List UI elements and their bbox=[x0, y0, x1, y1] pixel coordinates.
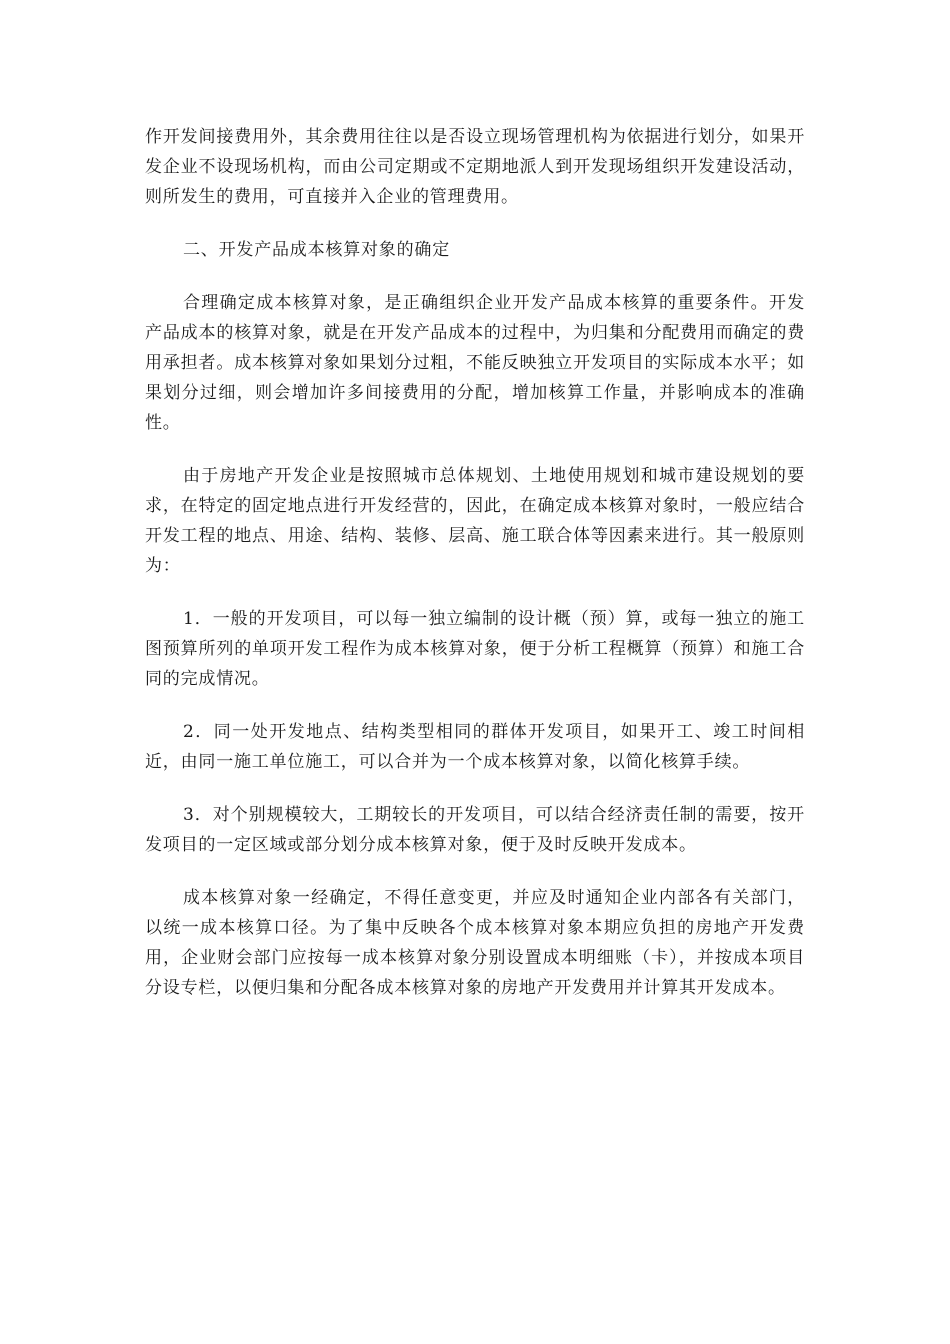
list-item: 1．一般的开发项目，可以每一独立编制的设计概（预）算，或每一独立的施工图预算所列的单项开发工程作为成本核算对象，便于分析工程概算（预算）和施工合同的完成情况。 bbox=[145, 609, 805, 689]
paragraph: 由于房地产开发企业是按照城市总体规划、土地使用规划和城市建设规划的要求，在特定的固定地点进行开发经营的，因此，在确定成本核算对象时，一般应结合开发工程的地点、用途、结构、装修、层高、施工联合体等因素来进行。其一般原则为： bbox=[145, 466, 805, 576]
list-item: 2．同一处开发地点、结构类型相同的群体开发项目，如果开工、竣工时间相近，由同一施工单位施工，可以合并为一个成本核算对象，以简化核算手续。 bbox=[145, 722, 805, 772]
document-body bbox=[145, 122, 805, 1026]
paragraph: 成本核算对象一经确定，不得任意变更，并应及时通知企业内部各有关部门，以统一成本核算口径。为了集中反映各个成本核算对象本期应负担的房地产开发费用，企业财会部门应按每一成本核算对象分别设置成本明细账（卡），并按成本项目分设专栏，以便归集和分配各成本核算对象的房地产开发费用并计算其开发成本。 bbox=[145, 888, 805, 998]
paragraph-continuation: 作开发间接费用外，其余费用往往以是否设立现场管理机构为依据进行划分，如果开发企业不设现场机构，而由公司定期或不定期地派人到开发现场组织开发建设活动，则所发生的费用，可直接并入企业的管理费用。 bbox=[145, 127, 805, 207]
list-item: 3．对个别规模较大，工期较长的开发项目，可以结合经济责任制的需要，按开发项目的一定区域或部分划分成本核算对象，便于及时反映开发成本。 bbox=[145, 805, 805, 855]
paragraph: 合理确定成本核算对象，是正确组织企业开发产品成本核算的重要条件。开发产品成本的核算对象，就是在开发产品成本的过程中，为归集和分配费用而确定的费用承担者。成本核算对象如果划分过粗，不能反映独立开发项目的实际成本水平；如果划分过细，则会增加许多间接费用的分配，增加核算工作量，并影响成本的准确性。 bbox=[145, 293, 805, 433]
section-heading: 二、开发产品成本核算对象的确定 bbox=[183, 240, 450, 260]
